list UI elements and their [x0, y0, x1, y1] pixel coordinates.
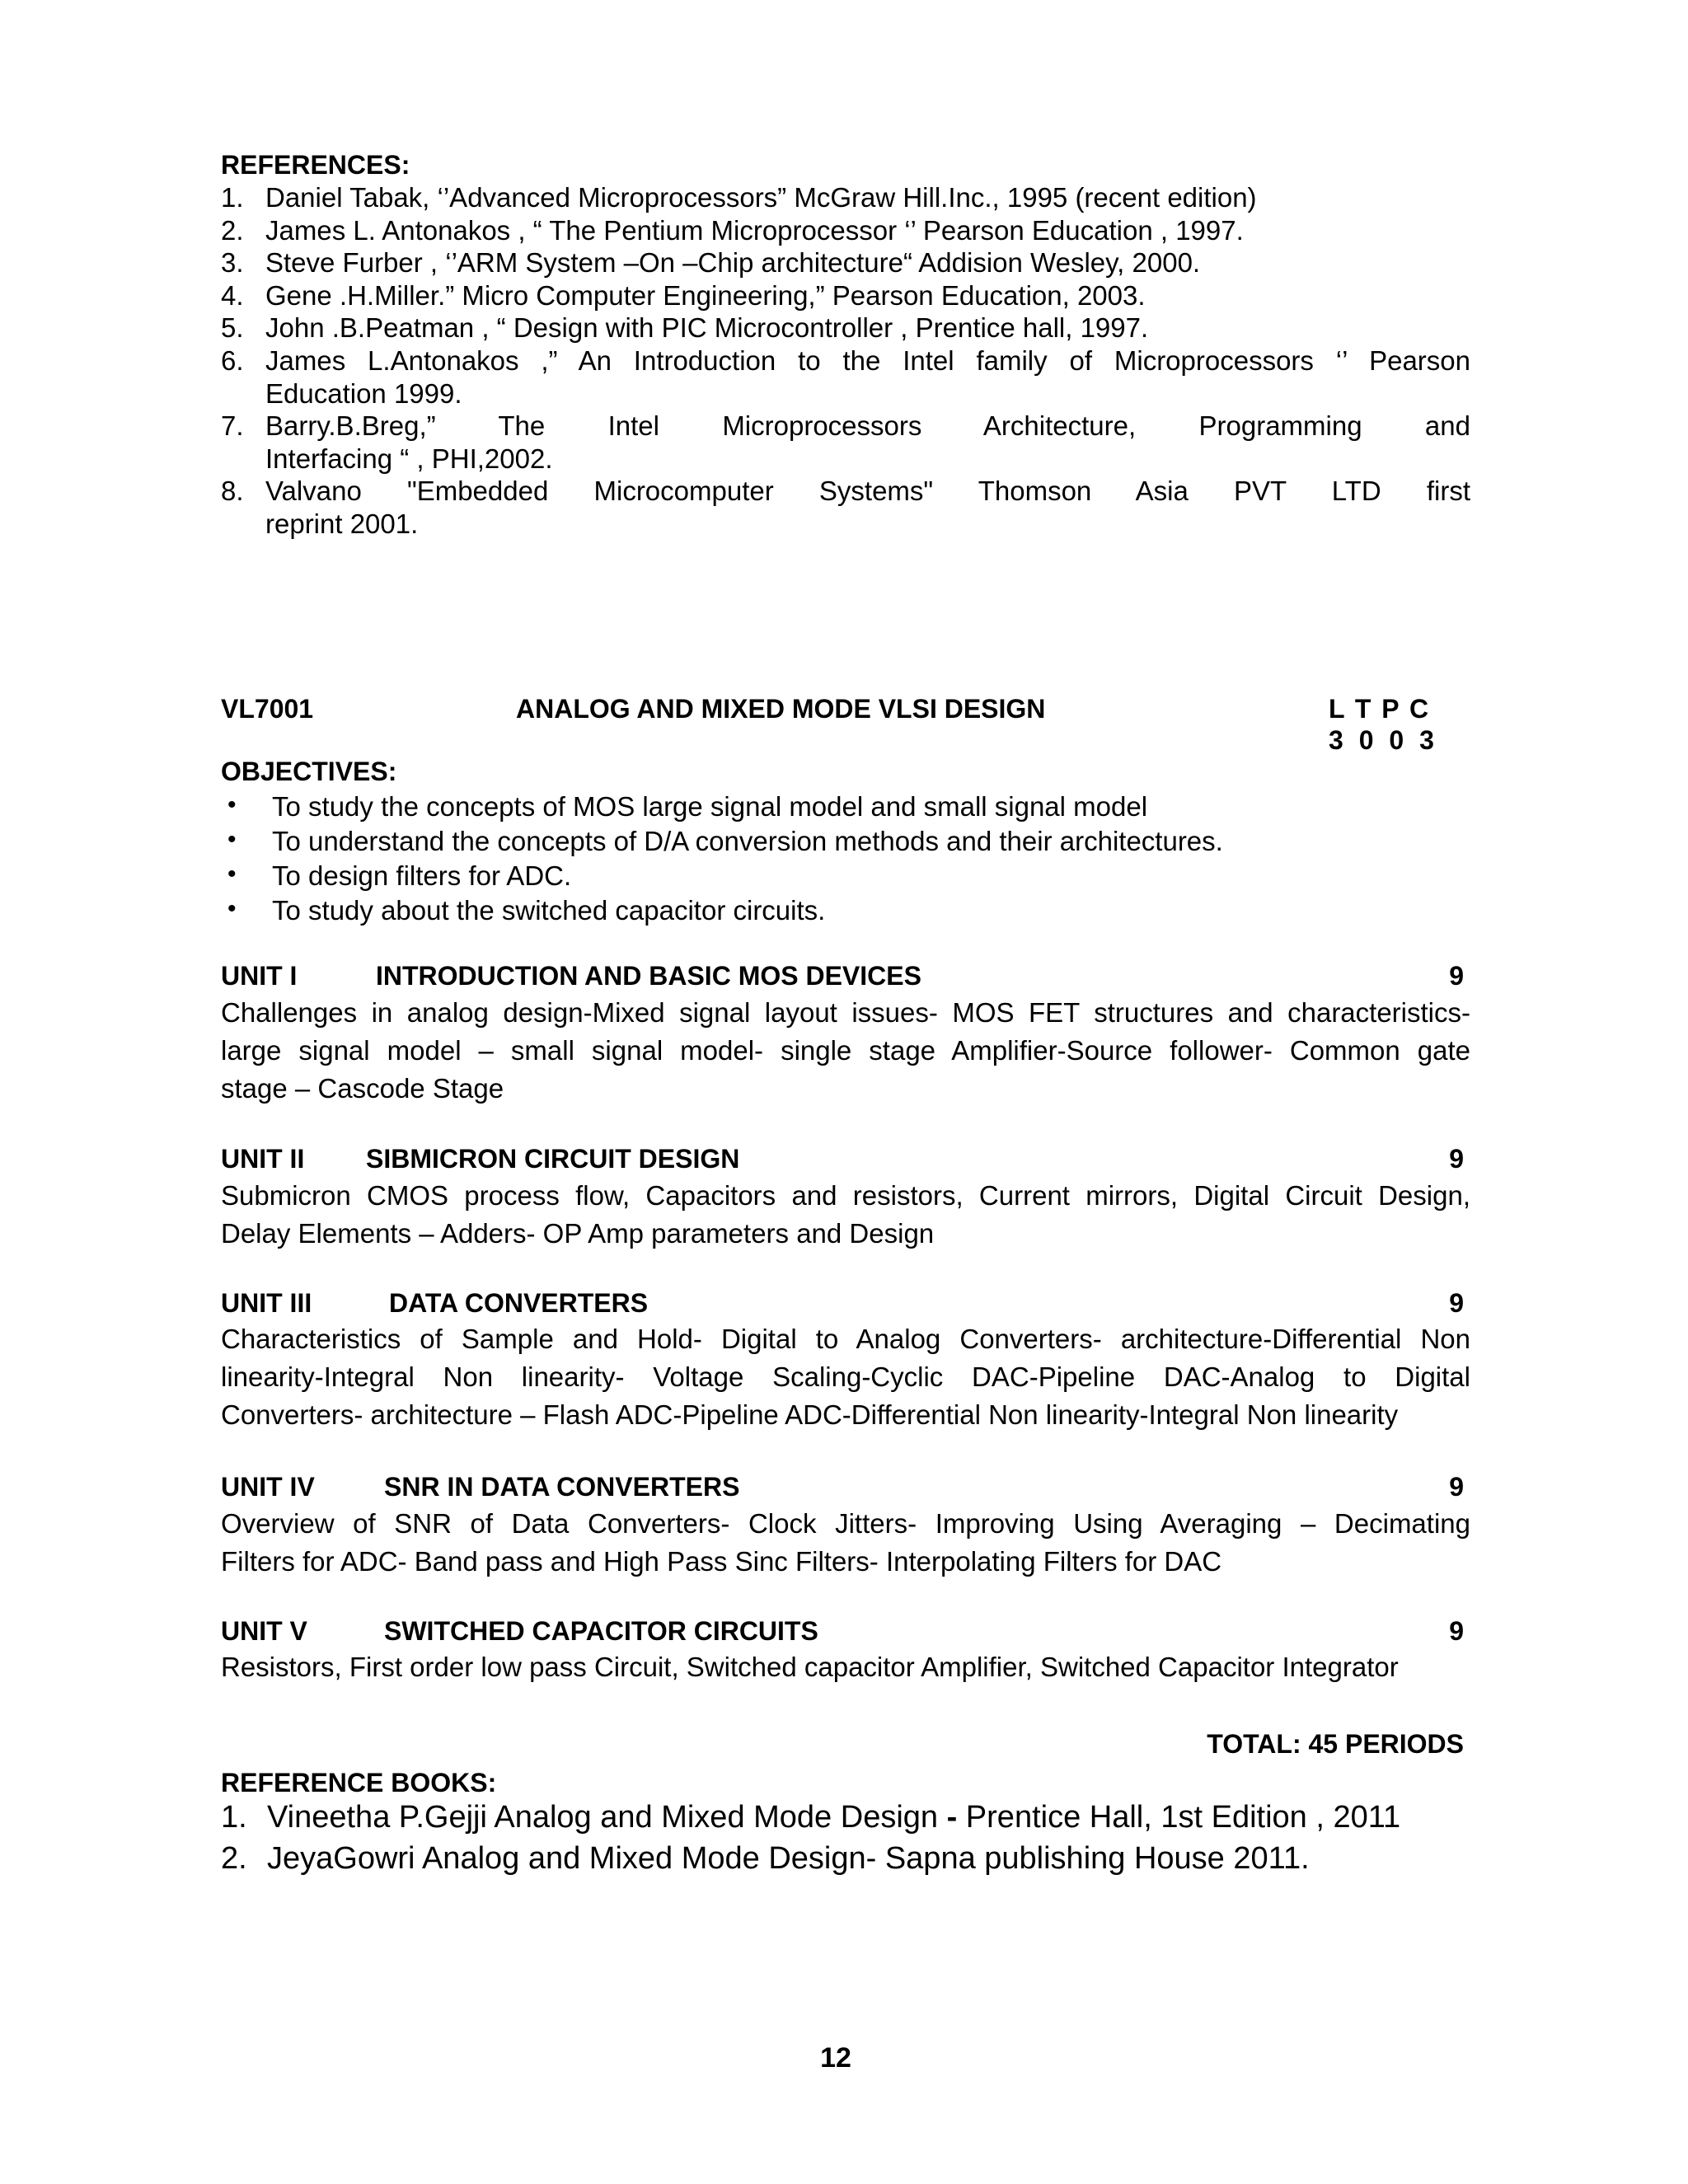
reference-item: [221, 181, 1470, 214]
unit-content: [221, 1648, 1470, 1686]
reference-book-text-part: Vineetha P.Gejji Analog and Mixed Mode Design: [267, 1800, 947, 1835]
reference-text-continued: Education 1999.: [265, 378, 462, 409]
bullet-icon: •: [227, 860, 237, 888]
reference-book-number: 1.: [221, 1800, 247, 1835]
reference-number: 8.: [221, 476, 244, 506]
unit-content-line: Submicron CMOS process flow, Capacitors and resistors, Current mirrors, Digital Circuit Design,: [221, 1180, 1470, 1211]
unit-id: UNIT III: [221, 1288, 312, 1318]
unit-content-line: Characteristics of Sample and Hold- Digital to Analog Converters- architecture-Differential Non: [221, 1324, 1470, 1354]
reference-book-text: JeyaGowri Analog and Mixed Mode Design- Sapna publishing House 2011.: [267, 1841, 1310, 1876]
reference-item: [221, 214, 1470, 247]
unit-id: UNIT I: [221, 961, 298, 991]
reference-item: [221, 312, 1470, 344]
reference-book-text-part: Prentice Hall, 1st Edition , 2011: [957, 1800, 1401, 1835]
reference-text: James L. Antonakos , “ The Pentium Microprocessor ‘’ Pearson Education , 1997.: [265, 215, 1244, 246]
unit-hours: 9: [1449, 1144, 1464, 1174]
objective-text: To study the concepts of MOS large signal model and small signal model: [272, 791, 1148, 822]
reference-item: [221, 344, 1470, 410]
reference-text: Valvano "Embedded Microcomputer Systems" Thomson Asia PVT LTD first: [265, 476, 1470, 506]
reference-text-continued: Interfacing “ , PHI,2002.: [265, 443, 553, 474]
reference-text: Daniel Tabak, ‘’Advanced Microprocessors” McGraw Hill.Inc., 1995 (recent edition): [265, 182, 1257, 213]
reference-text: Barry.B.Breg,” The Intel Microprocessors Architecture, Programming and: [265, 410, 1470, 441]
reference-text: James L.Antonakos ,” An Introduction to the Intel family of Microprocessors ‘’ Pearson: [265, 345, 1470, 376]
reference-text: Steve Furber , ‘’ARM System –On –Chip architecture“ Addision Wesley, 2000.: [265, 247, 1201, 278]
unit-content: [221, 994, 1470, 1108]
unit-content: [221, 1320, 1470, 1434]
reference-number: 5.: [221, 312, 244, 343]
reference-number: 2.: [221, 215, 244, 246]
objective-text: To study about the switched capacitor circuits.: [272, 895, 826, 926]
ltpc-header: L T P C: [1329, 694, 1429, 724]
unit-hours: 9: [1449, 1472, 1464, 1502]
unit-content-line: large signal model – small signal model- single stage Amplifier-Source follower- Common gate: [221, 1035, 1470, 1066]
objectives-heading: OBJECTIVES:: [221, 757, 397, 786]
reference-item: [221, 475, 1470, 541]
objective-item: [227, 826, 1223, 857]
unit-content-line: Converters- architecture – Flash ADC-Pipeline ADC-Differential Non linearity-Integral Non linearity: [221, 1399, 1399, 1430]
unit-content-line: Filters for ADC- Band pass and High Pass Sinc Filters- Interpolating Filters for DAC: [221, 1546, 1222, 1577]
unit-hours: 9: [1449, 1288, 1464, 1318]
unit-title: INTRODUCTION AND BASIC MOS DEVICES: [376, 961, 921, 991]
bullet-icon: •: [227, 895, 237, 922]
reference-item: [221, 279, 1470, 312]
reference-book-number: 2.: [221, 1841, 247, 1876]
unit-content: [221, 1505, 1470, 1581]
page-number: 12: [820, 2042, 851, 2074]
unit-hours: 9: [1449, 1616, 1464, 1646]
objective-item: [227, 791, 1148, 823]
unit-content-line: Resistors, First order low pass Circuit, Switched capacitor Amplifier, Switched Capacitor Integrator: [221, 1652, 1399, 1682]
objective-item: [227, 895, 826, 926]
unit-id: UNIT IV: [221, 1472, 315, 1502]
reference-text-continued: reprint 2001.: [265, 509, 419, 539]
unit-hours: 9: [1449, 961, 1464, 991]
unit-content-line: Delay Elements – Adders- OP Amp parameters and Design: [221, 1218, 935, 1249]
objective-text: To design filters for ADC.: [272, 860, 572, 891]
reference-number: 6.: [221, 345, 244, 376]
bullet-icon: •: [227, 791, 237, 818]
unit-content-line: Overview of SNR of Data Converters- Clock Jitters- Improving Using Averaging – Decimating: [221, 1508, 1470, 1539]
unit-title: SIBMICRON CIRCUIT DESIGN: [366, 1144, 740, 1174]
reference-text: Gene .H.Miller.” Micro Computer Engineering,” Pearson Education, 2003.: [265, 280, 1146, 311]
reference-item: [221, 410, 1470, 476]
reference-text: John .B.Peatman , “ Design with PIC Microcontroller , Prentice hall, 1997.: [265, 312, 1149, 343]
unit-id: UNIT II: [221, 1144, 305, 1174]
reference-number: 7.: [221, 410, 244, 441]
unit-content-line: Challenges in analog design-Mixed signal layout issues- MOS FET structures and characteristics-: [221, 997, 1470, 1028]
unit-content-line: stage – Cascode Stage: [221, 1073, 504, 1104]
reference-number: 1.: [221, 182, 244, 213]
ltpc-values: 3 0 0 3: [1329, 725, 1434, 755]
total-periods: TOTAL: 45 PERIODS: [1207, 1729, 1464, 1759]
references-heading: REFERENCES:: [221, 150, 410, 180]
reference-number: 4.: [221, 280, 244, 311]
objective-text: To understand the concepts of D/A conversion methods and their architectures.: [272, 826, 1223, 856]
reference-book-text: [267, 1800, 1400, 1835]
unit-title: DATA CONVERTERS: [389, 1288, 649, 1318]
unit-title: SNR IN DATA CONVERTERS: [384, 1472, 740, 1502]
reference-item: [221, 246, 1470, 279]
unit-id: UNIT V: [221, 1616, 307, 1646]
reference-book-separator: -: [946, 1800, 958, 1835]
objective-item: [227, 860, 572, 892]
unit-content: [221, 1177, 1470, 1253]
bullet-icon: •: [227, 826, 237, 853]
reference-number: 3.: [221, 247, 244, 278]
course-code: VL7001: [221, 694, 314, 724]
reference-books-heading: REFERENCE BOOKS:: [221, 1768, 497, 1797]
unit-content-line: linearity-Integral Non linearity- Voltage Scaling-Cyclic DAC-Pipeline DAC-Analog to Digital: [221, 1361, 1470, 1392]
unit-title: SWITCHED CAPACITOR CIRCUITS: [384, 1616, 818, 1646]
course-title: ANALOG AND MIXED MODE VLSI DESIGN: [516, 694, 1046, 724]
